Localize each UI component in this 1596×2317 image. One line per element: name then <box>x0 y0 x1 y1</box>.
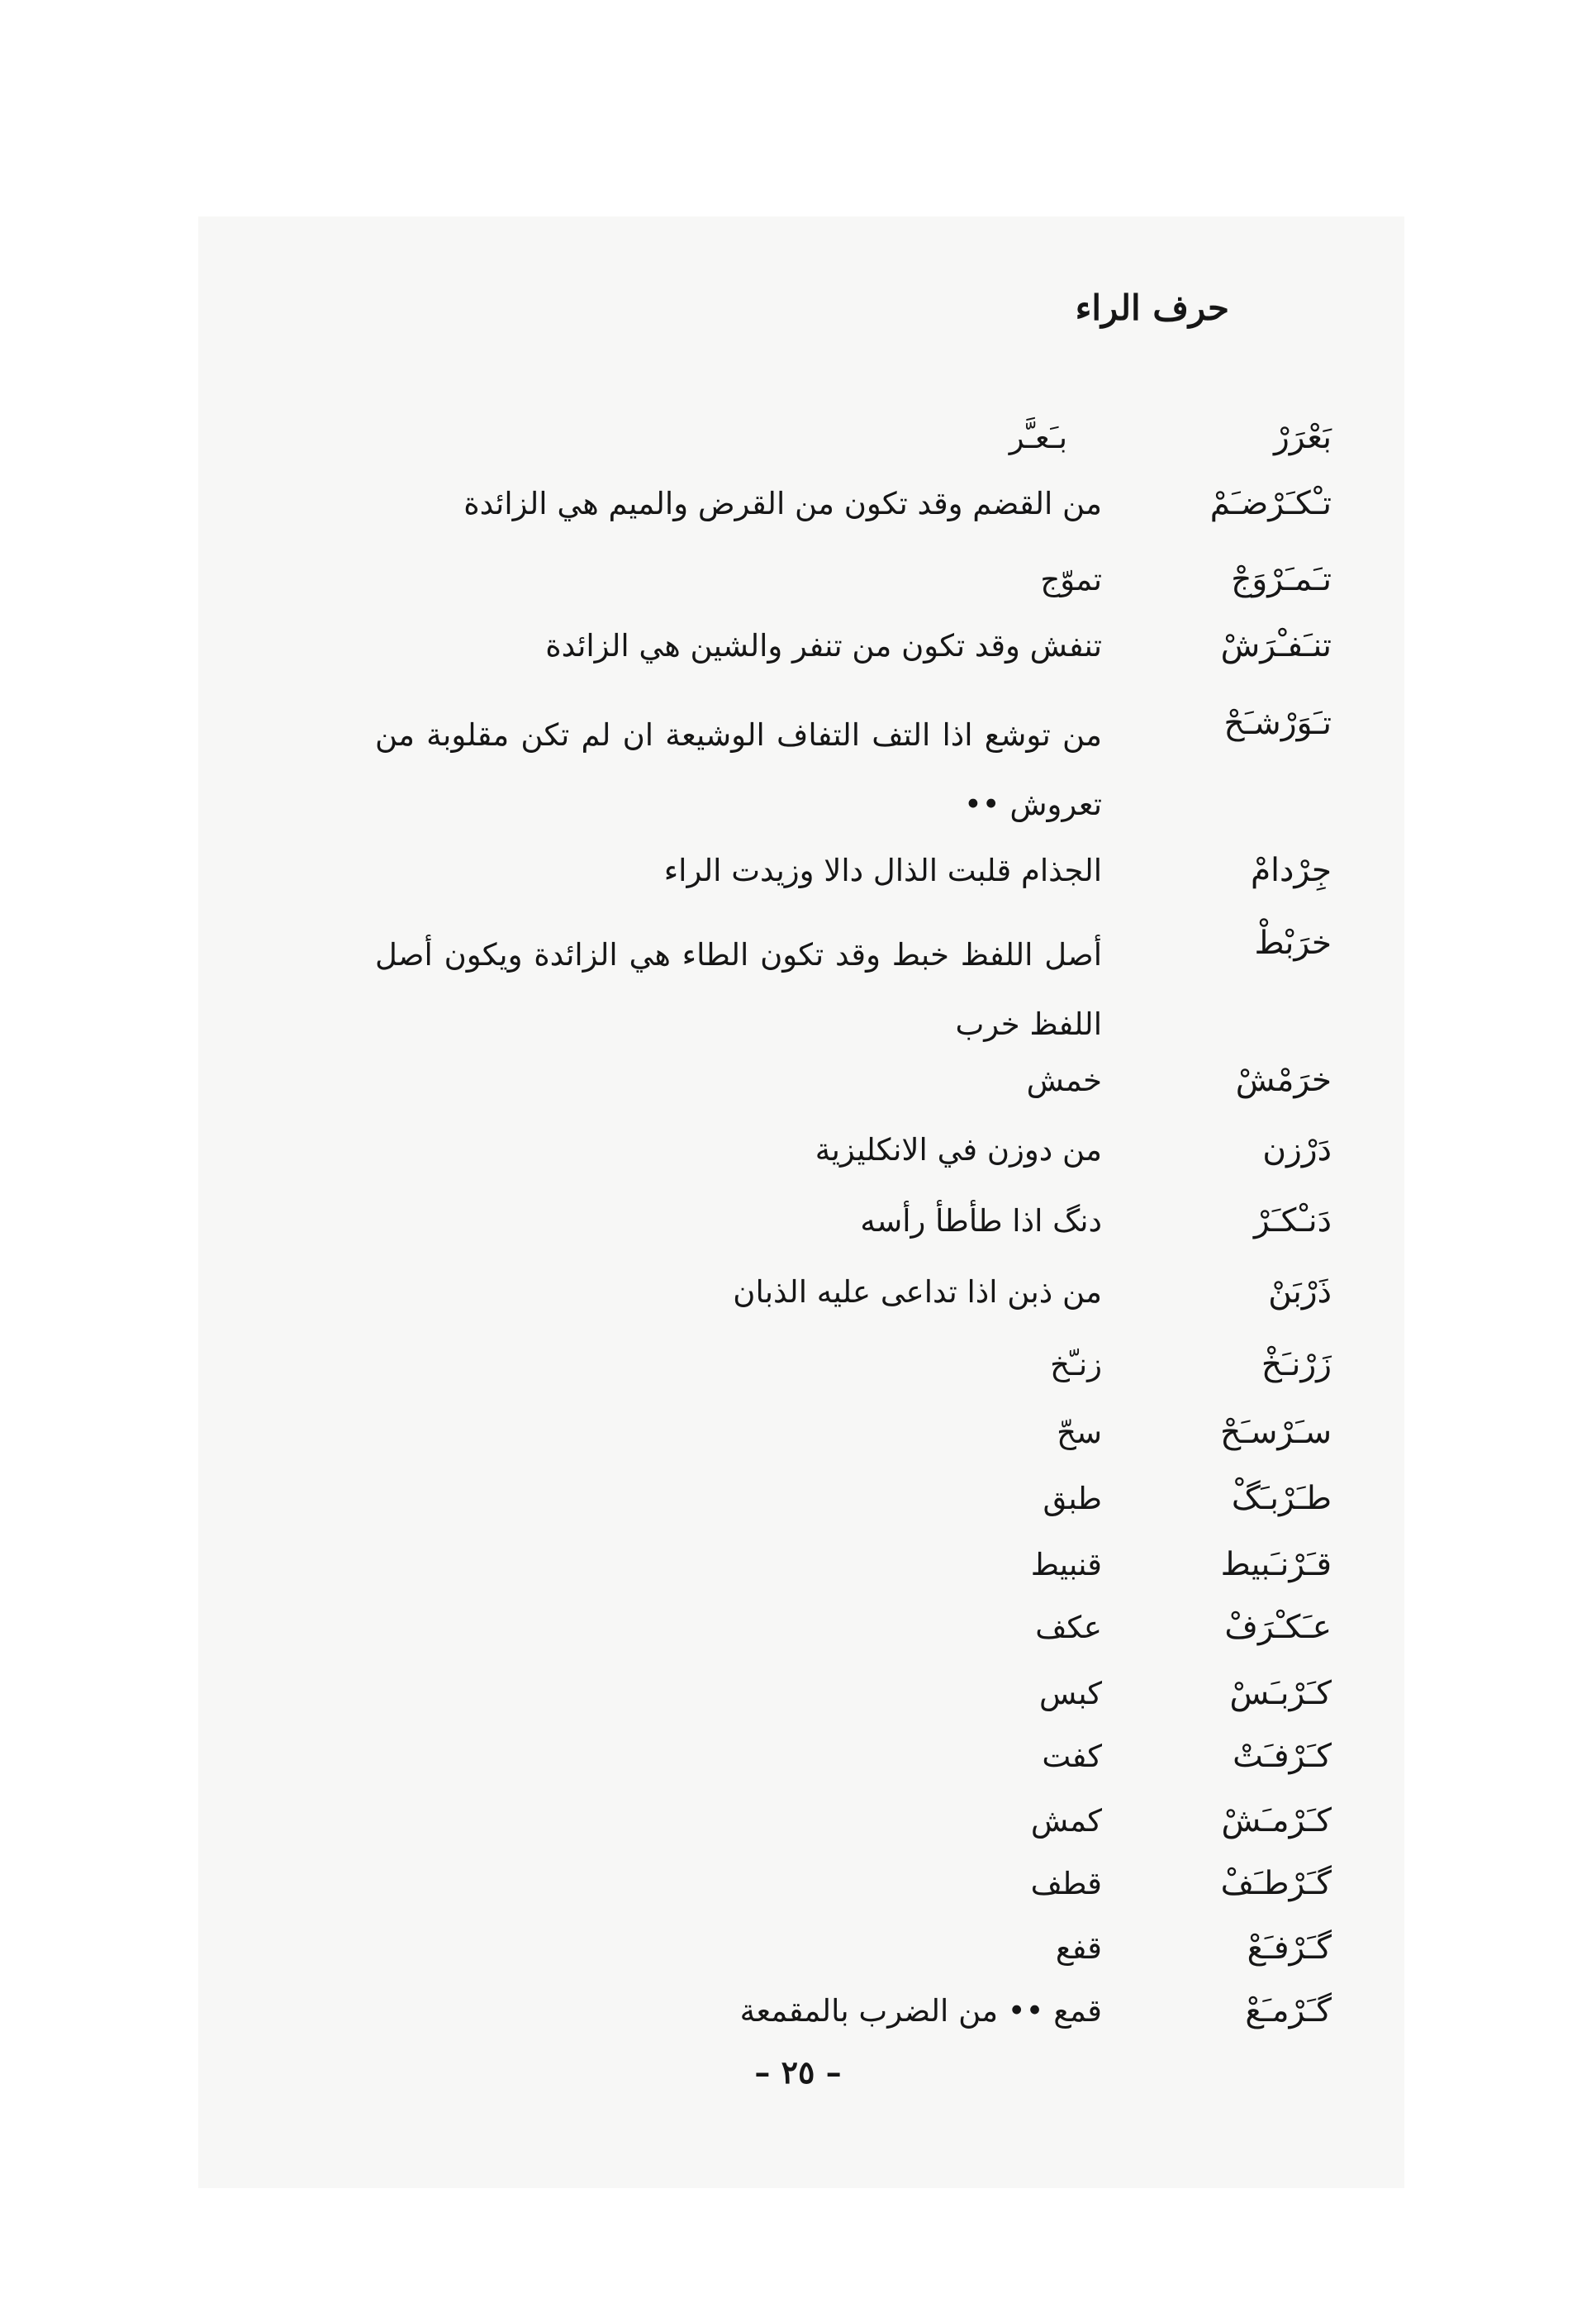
entry-meaning: تنفش وقد تكون من تنفر والشين هي الزائدة <box>545 628 1102 664</box>
entry-row <box>0 1865 1596 1902</box>
entry-row <box>0 419 1596 456</box>
entry-row <box>0 485 1596 522</box>
entry-meaning: تموّج <box>1040 562 1102 597</box>
entry-meaning: من دوزن في الانكليزية <box>815 1132 1102 1168</box>
entry-row <box>0 1992 1596 2029</box>
entry-meaning: قطف <box>1030 1866 1102 1901</box>
entry-row <box>0 561 1596 598</box>
entry-word: گـَرْفـَعْ <box>1247 1929 1332 1967</box>
entry-meaning: من توشع اذا التف التفاف الوشيعة ان لم تكن مقلوبة من تعروش •• <box>375 717 1102 822</box>
entry-word: طـَرْبـَگْ <box>1231 1480 1332 1517</box>
entry-meaning: طبق <box>1043 1481 1102 1516</box>
entry-row <box>0 1929 1596 1967</box>
entry-row <box>0 1738 1596 1775</box>
entry-meaning: عكف <box>1035 1610 1102 1645</box>
entry-word: خرَمْشْ <box>1235 1062 1332 1099</box>
entry-row <box>0 1546 1596 1583</box>
entry-word: كـَرْبـَسْ <box>1229 1675 1332 1712</box>
entry-row <box>0 852 1596 889</box>
entry-row <box>0 627 1596 664</box>
entry-meaning: من القضم وقد تكون من القرض والميم هي الزائدة <box>463 486 1102 521</box>
entry-meaning: من ذبن اذا تداعى عليه الذبان <box>733 1274 1102 1310</box>
entry-row <box>0 1609 1596 1646</box>
entry-word: دَرْزن <box>1262 1131 1332 1168</box>
entry-row <box>0 1414 1596 1451</box>
entry-meaning: دنگ اذا طأطأ رأسه <box>860 1203 1102 1239</box>
entry-word: كـَرْمـَشْ <box>1221 1802 1332 1839</box>
entry-row <box>0 1802 1596 1839</box>
entry-meaning: قفع <box>1055 1930 1102 1966</box>
entry-word: ذَرْبَنْ <box>1268 1273 1332 1311</box>
entry-word: عـَكـْرَفْ <box>1224 1609 1332 1646</box>
entry-meaning: قمع •• من الضرب بالمقمعة <box>739 1993 1102 2029</box>
entry-row <box>0 1131 1596 1168</box>
entry-word: تـَوَرْشـَحْ <box>1223 705 1332 742</box>
entry-word: تـْكـَرْضـَمْ <box>1209 485 1332 522</box>
entry-word: گـَرْطـَفْ <box>1220 1865 1332 1902</box>
entry-row <box>0 1062 1596 1099</box>
entry-word: كـَرْفـَتْ <box>1233 1738 1332 1775</box>
entry-word: قـَرْنـَبيط <box>1220 1546 1332 1583</box>
entry-row <box>0 705 1596 822</box>
entry-meaning: بـَعـَّر <box>1009 420 1067 455</box>
entry-word: خرَبْطْ <box>1254 925 1332 962</box>
entry-row <box>0 1202 1596 1239</box>
entry-word: تنـَفـْرَشْ <box>1220 627 1332 664</box>
entry-word: تـَمـَرْوَجْ <box>1231 561 1332 598</box>
entry-word: بَعْرَرْ <box>1273 419 1332 456</box>
entry-word: گـَرْمـَعْ <box>1245 1992 1332 2029</box>
entry-word: دَنـْكـَرْ <box>1253 1202 1332 1239</box>
entry-word: زَرْنـَخْ <box>1261 1346 1332 1383</box>
entry-row <box>0 1675 1596 1712</box>
entry-meaning: أصل اللفظ خبط وقد تكون الطاء هي الزائدة ويكون أصل اللفظ خرب <box>375 937 1102 1042</box>
entry-meaning: زنـّخ <box>1050 1347 1102 1382</box>
entry-row <box>0 1273 1596 1311</box>
entry-word: سـَرْسـَحْ <box>1220 1414 1332 1451</box>
entry-meaning: الجذام قلبت الذال دالا وزيدت الراء <box>663 853 1102 888</box>
entry-row <box>0 1346 1596 1383</box>
entry-meaning: خمش <box>1026 1063 1102 1098</box>
entry-meaning: كمش <box>1030 1803 1102 1839</box>
entry-meaning: قنبيط <box>1030 1547 1102 1582</box>
entry-row <box>0 1480 1596 1517</box>
section-title: حرف الراء <box>1075 288 1229 328</box>
entry-meaning: سحّ <box>1057 1415 1102 1450</box>
entry-meaning: كبس <box>1039 1676 1102 1711</box>
entry-word: جِرْدامْ <box>1251 852 1332 889</box>
page-number: – ٢٥ – <box>754 2053 842 2091</box>
entry-meaning: كفت <box>1042 1739 1102 1774</box>
